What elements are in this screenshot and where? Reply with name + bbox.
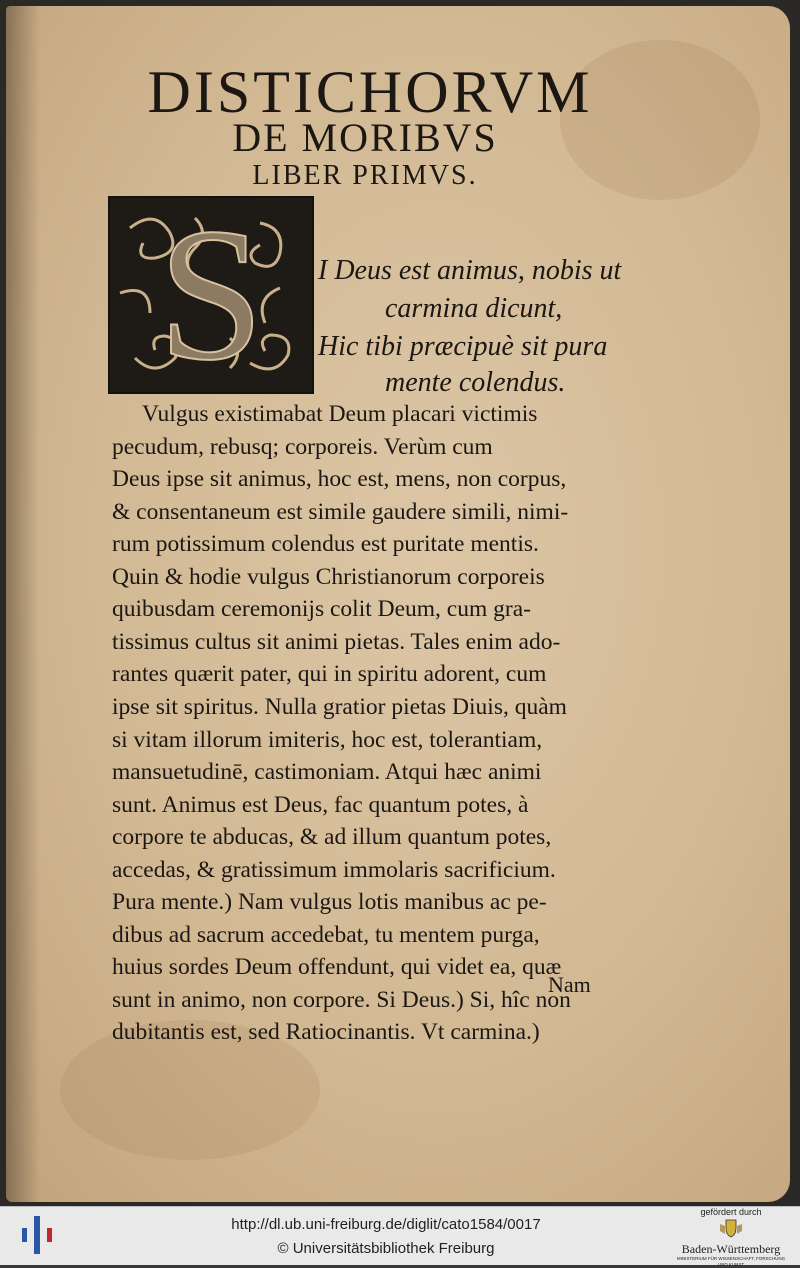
library-logo-icon [20,1214,54,1256]
sponsor-subtitle: MINISTERIUM FÜR WISSENSCHAFT, FORSCHUNG UND KUNST [676,1256,786,1267]
commentary-line: ipse sit spiritus. Nulla gratior pietas Diuis, quàm [112,693,567,720]
catchword: Nam [548,972,591,997]
commentary-line: si vitam illorum imiteris, hoc est, tolerantiam, [112,726,543,753]
commentary-line: dibus ad sacrum accedebat, tu mentem purga, [112,921,540,948]
commentary-line: mansuetudinē, castimoniam. Atqui hæc animi [112,759,542,786]
decorated-initial-s-icon [108,196,314,394]
commentary-line: accedas, & gratissimum immolaris sacrificium. [112,856,556,883]
copyright-notice: © Universitätsbibliothek Freiburg [277,1240,495,1257]
commentary-line: & consentaneum est simile gaudere simili, nimi- [112,498,569,525]
binding-gutter [6,6,40,1202]
commentary-line: sunt in animo, non corpore. Si Deus.) Si, hîc non [112,986,571,1013]
commentary-line: Quin & hodie vulgus Christianorum corporeis [112,563,545,590]
commentary-line: huius sordes Deum offendunt, qui videt ea, quæ [112,954,562,981]
verse-line-4: mente colendus. [385,367,566,398]
commentary-line: Pura mente.) Nam vulgus lotis manibus ac pe- [112,889,547,916]
commentary-line: rum potissimum colendus est puritate mentis. [112,531,539,558]
commentary-line: tissimus cultus sit animi pietas. Tales enim ado- [112,628,561,655]
sponsor-label: gefördert durch [700,1207,762,1217]
title-line-1: DISTICHORVM [147,59,593,125]
verse-line-1: I Deus est animus, nobis ut [318,255,622,286]
initial-letter: S [158,198,264,392]
commentary-line: corpore te abducas, & ad illum quantum potes, [112,824,552,851]
sponsor-name: Baden-Württemberg [681,1242,781,1256]
title-line-3: LIBER PRIMVS. [252,160,478,191]
sponsor-block [676,1207,786,1268]
commentary-line: sunt. Animus est Deus, fac quantum potes, à [112,791,529,818]
verse-line-2: carmina dicunt, [385,293,563,324]
coat-of-arms-icon [718,1218,744,1238]
commentary-line: rantes quærit pater, qui in spiritu adorent, cum [112,661,547,688]
commentary-line: Deus ipse sit animus, hoc est, mens, non corpus, [112,466,567,493]
commentary-line: quibusdam ceremonijs colit Deum, cum gra- [112,596,531,623]
commentary-line: Vulgus existimabat Deum placari victimis [142,401,538,427]
title-line-2: DE MORIBVS [232,115,498,160]
permalink-url[interactable]: http://dl.ub.uni-freiburg.de/diglit/cato1584/0017 [231,1216,541,1233]
commentary-line: pecudum, rebusq; corporeis. Verùm cum [112,433,493,460]
commentary-line: dubitantis est, sed Ratiocinantis. Vt carmina.) [112,1019,540,1046]
verse-line-3: Hic tibi præcipuè sit pura [318,331,608,362]
